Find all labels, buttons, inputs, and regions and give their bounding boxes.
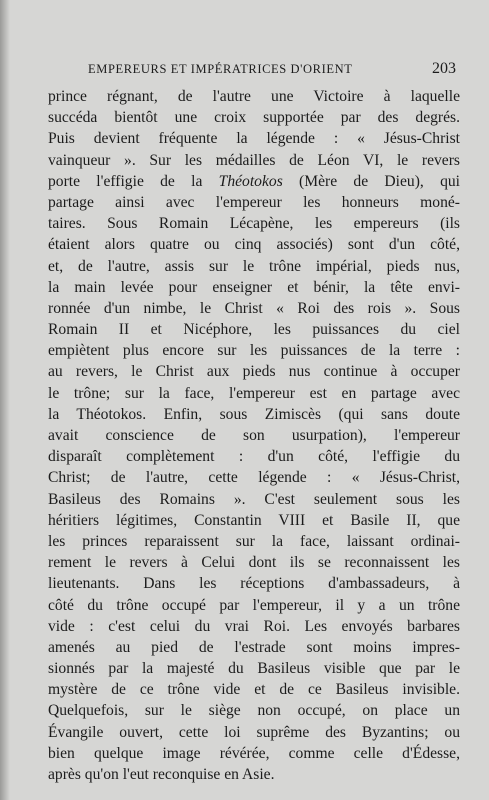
body-paragraph xyxy=(48,86,460,785)
text-line: taires. Sous Romain Lécapène, les empereurs (ils xyxy=(48,215,460,233)
text-line: le trône; sur la face, l'empereur est en partage avec xyxy=(48,384,460,402)
text-line: rement le revers à Celui dont ils se reconnaissent les xyxy=(48,554,460,572)
text-line: vide : c'est celui du vrai Roi. Les envoyés barbares xyxy=(48,617,460,635)
text-line: prince régnant, de l'autre une Victoire à laquelle xyxy=(48,88,460,105)
text-segment: porte l'effigie de la xyxy=(48,172,219,190)
text-line: la Théotokos. Enfin, sous Zimiscès (qui sans doute xyxy=(48,405,460,423)
text-line: Christ; de l'autre, cette légende : « Jésus-Christ, xyxy=(48,469,460,487)
text-line: héritiers légitimes, Constantin VIII et Basile II, que xyxy=(48,511,460,529)
italic-term: Théotokos xyxy=(218,172,283,190)
text-line: ronnée d'un nimbe, le Christ « Roi des rois ». Sous xyxy=(48,299,460,317)
text-line: Puis devient fréquente la légende : « Jésus-Christ xyxy=(48,130,460,148)
text-line: Basileus des Romains ». C'est seulement sous les xyxy=(48,490,460,508)
text-line xyxy=(48,171,460,192)
text-line: disparaît complètement : d'un côté, l'effigie du xyxy=(48,448,460,466)
text-line: au revers, le Christ aux pieds nus continue à occuper xyxy=(48,363,460,381)
text-line: bien quelque image révérée, comme celle d'Édesse, xyxy=(48,744,460,762)
text-line: et, de l'autre, assis sur le trône impérial, pieds nus, xyxy=(48,257,460,275)
text-line-last: après qu'on l'eut reconquise en Asie. xyxy=(48,766,275,783)
text-line: empiètent plus encore sur les puissances de la terre : xyxy=(48,342,460,360)
text-line: amenés au pied de l'estrade sont moins impres- xyxy=(48,638,460,656)
text-line: sionnés par la majesté du Basileus visible que par le xyxy=(48,660,460,678)
text-line: Quelquefois, sur le siège non occupé, on place un xyxy=(48,702,460,720)
text-line: avait conscience de son usurpation), l'empereur xyxy=(48,427,460,444)
text-segment: (Mère de Dieu), qui xyxy=(282,172,460,190)
text-line: la main levée pour enseigner et bénir, la tête envi- xyxy=(48,278,460,296)
text-line: vainqueur ». Sur les médailles de Léon VI, le revers xyxy=(48,151,460,169)
page-number: 203 xyxy=(432,60,456,77)
text-line: lieutenants. Dans les réceptions d'ambassadeurs, à xyxy=(48,575,460,593)
text-line: les princes reparaissent sur la face, laissant ordinai- xyxy=(48,532,460,550)
text-line: Romain II et Nicéphore, les puissances du ciel xyxy=(48,321,460,339)
text-line: mystère de ce trône vide et de ce Basileus invisible. xyxy=(48,681,460,699)
text-line: étaient alors quatre ou cinq associés) sont d'un côté, xyxy=(48,236,460,254)
text-line: succéda bientôt une croix supportée par des degrés. xyxy=(48,109,460,127)
running-head xyxy=(48,60,456,80)
text-line: partage ainsi avec l'empereur les honneurs moné- xyxy=(48,193,460,211)
running-title: EMPEREURS ET IMPÉRATRICES D'ORIENT xyxy=(88,62,353,76)
text-line: côté du trône occupé par l'empereur, il y a un trône xyxy=(48,596,460,614)
text-line: Évangile ouvert, cette loi suprême des Byzantins; ou xyxy=(48,723,460,741)
